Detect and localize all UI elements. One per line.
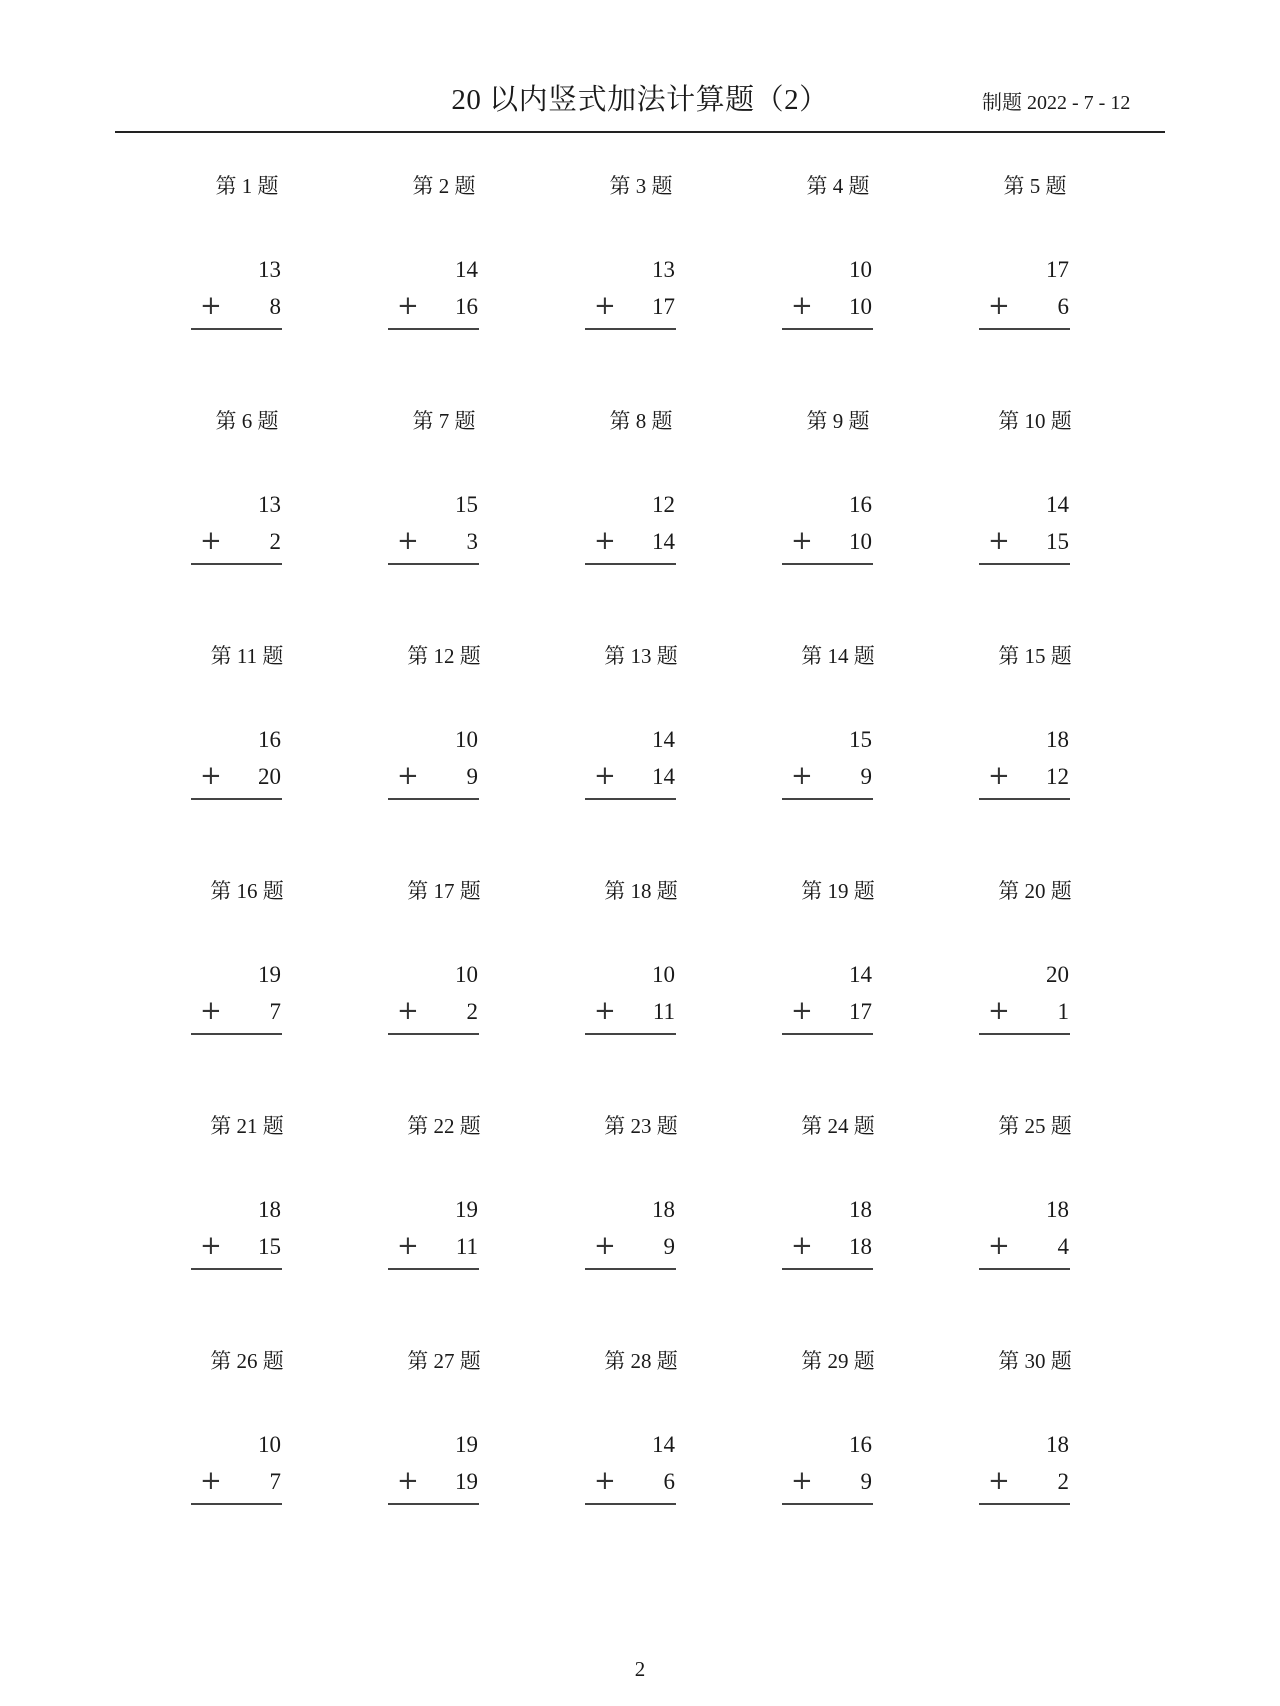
operand-bottom: 9 <box>860 1469 872 1494</box>
header-divider <box>115 131 1165 133</box>
problem-item-14 <box>758 642 918 842</box>
operand-top: 19 <box>455 1197 478 1222</box>
problem-label: 第 19 题 <box>801 879 875 903</box>
plus-operator: + <box>791 1231 813 1261</box>
answer-line <box>782 328 873 330</box>
problem-item-11 <box>167 642 327 842</box>
problem-label: 第 29 题 <box>801 1349 875 1373</box>
problem-item-8 <box>561 407 721 607</box>
operand-bottom: 4 <box>1057 1234 1069 1259</box>
operand-top: 17 <box>1046 257 1069 282</box>
answer-line <box>979 798 1070 800</box>
answer-line <box>782 1503 873 1505</box>
plus-operator: + <box>791 291 813 321</box>
operand-top: 19 <box>258 962 281 987</box>
operand-bottom: 8 <box>269 294 281 319</box>
operand-bottom: 3 <box>466 529 478 554</box>
operand-top: 14 <box>1046 492 1069 517</box>
problem-label: 第 6 题 <box>215 409 279 433</box>
operand-top: 18 <box>652 1197 675 1222</box>
operand-top: 18 <box>1046 727 1069 752</box>
page-title: 20 以内竖式加法计算题（2） <box>451 84 829 116</box>
problem-item-16 <box>167 877 327 1077</box>
answer-line <box>585 1268 676 1270</box>
operand-top: 19 <box>455 1432 478 1457</box>
plus-operator: + <box>594 291 616 321</box>
problem-label: 第 20 题 <box>998 879 1072 903</box>
plus-operator: + <box>200 761 222 791</box>
operand-bottom: 17 <box>652 294 675 319</box>
operand-top: 10 <box>455 962 478 987</box>
answer-line <box>585 1503 676 1505</box>
answer-line <box>191 798 282 800</box>
plus-operator: + <box>988 291 1010 321</box>
problem-label: 第 3 题 <box>609 174 673 198</box>
problem-label: 第 9 题 <box>806 409 870 433</box>
answer-line <box>585 563 676 565</box>
plus-operator: + <box>200 526 222 556</box>
operand-top: 13 <box>258 492 281 517</box>
plus-operator: + <box>397 526 419 556</box>
plus-operator: + <box>791 996 813 1026</box>
operand-bottom: 6 <box>663 1469 675 1494</box>
operand-bottom: 9 <box>860 764 872 789</box>
answer-line <box>388 328 479 330</box>
operand-top: 18 <box>1046 1432 1069 1457</box>
operand-top: 14 <box>849 962 872 987</box>
plus-operator: + <box>988 1466 1010 1496</box>
problem-item-22 <box>364 1112 524 1312</box>
problem-item-10 <box>955 407 1115 607</box>
answer-line <box>979 563 1070 565</box>
problem-label: 第 18 题 <box>604 879 678 903</box>
operand-top: 14 <box>652 1432 675 1457</box>
problem-label: 第 22 题 <box>407 1114 481 1138</box>
operand-top: 16 <box>849 492 872 517</box>
problem-label: 第 24 题 <box>801 1114 875 1138</box>
answer-line <box>191 1503 282 1505</box>
operand-bottom: 14 <box>652 764 675 789</box>
operand-bottom: 17 <box>849 999 872 1024</box>
plus-operator: + <box>397 1231 419 1261</box>
plus-operator: + <box>594 761 616 791</box>
problem-item-19 <box>758 877 918 1077</box>
answer-line <box>782 563 873 565</box>
operand-bottom: 15 <box>1046 529 1069 554</box>
plus-operator: + <box>397 761 419 791</box>
problem-label: 第 21 题 <box>210 1114 284 1138</box>
problem-item-17 <box>364 877 524 1077</box>
operand-top: 14 <box>652 727 675 752</box>
operand-bottom: 11 <box>455 1234 478 1259</box>
operand-bottom: 12 <box>1046 764 1069 789</box>
problem-label: 第 28 题 <box>604 1349 678 1373</box>
page-number: 2 <box>634 1657 646 1681</box>
problem-item-3 <box>561 172 721 372</box>
operand-bottom: 2 <box>1057 1469 1069 1494</box>
plus-operator: + <box>791 526 813 556</box>
operand-bottom: 2 <box>466 999 478 1024</box>
problem-item-30 <box>955 1347 1115 1547</box>
problem-label: 第 16 题 <box>210 879 284 903</box>
operand-bottom: 15 <box>258 1234 281 1259</box>
plus-operator: + <box>791 1466 813 1496</box>
problem-label: 第 14 题 <box>801 644 875 668</box>
answer-line <box>585 328 676 330</box>
answer-line <box>388 798 479 800</box>
problem-label: 第 12 题 <box>407 644 481 668</box>
problem-item-25 <box>955 1112 1115 1312</box>
operand-top: 16 <box>849 1432 872 1457</box>
problem-item-28 <box>561 1347 721 1547</box>
operand-bottom: 10 <box>849 294 872 319</box>
operand-top: 10 <box>258 1432 281 1457</box>
operand-top: 16 <box>258 727 281 752</box>
operand-top: 10 <box>455 727 478 752</box>
operand-bottom: 7 <box>269 1469 281 1494</box>
answer-line <box>782 798 873 800</box>
operand-bottom: 9 <box>663 1234 675 1259</box>
problem-label: 第 8 题 <box>609 409 673 433</box>
problem-item-15 <box>955 642 1115 842</box>
problem-label: 第 4 题 <box>806 174 870 198</box>
operand-top: 10 <box>652 962 675 987</box>
plus-operator: + <box>397 1466 419 1496</box>
operand-top: 15 <box>455 492 478 517</box>
problem-label: 第 10 题 <box>998 409 1072 433</box>
operand-bottom: 14 <box>652 529 675 554</box>
problem-item-18 <box>561 877 721 1077</box>
plus-operator: + <box>594 526 616 556</box>
operand-top: 20 <box>1046 962 1069 987</box>
problem-label: 第 11 题 <box>210 644 284 668</box>
answer-line <box>388 1503 479 1505</box>
problem-label: 第 30 题 <box>998 1349 1072 1373</box>
operand-top: 13 <box>258 257 281 282</box>
answer-line <box>782 1268 873 1270</box>
plus-operator: + <box>397 996 419 1026</box>
problem-item-1 <box>167 172 327 372</box>
plus-operator: + <box>791 761 813 791</box>
operand-bottom: 19 <box>455 1469 478 1494</box>
problem-label: 第 1 题 <box>215 174 279 198</box>
answer-line <box>979 328 1070 330</box>
answer-line <box>191 328 282 330</box>
problem-item-7 <box>364 407 524 607</box>
operand-top: 14 <box>455 257 478 282</box>
answer-line <box>585 1033 676 1035</box>
problem-item-2 <box>364 172 524 372</box>
answer-line <box>979 1503 1070 1505</box>
operand-bottom: 9 <box>466 764 478 789</box>
problem-item-23 <box>561 1112 721 1312</box>
operand-bottom: 10 <box>849 529 872 554</box>
plus-operator: + <box>988 1231 1010 1261</box>
answer-line <box>388 1033 479 1035</box>
problem-label: 第 7 题 <box>412 409 476 433</box>
operand-bottom: 18 <box>849 1234 872 1259</box>
answer-line <box>782 1033 873 1035</box>
problem-label: 第 23 题 <box>604 1114 678 1138</box>
problem-item-20 <box>955 877 1115 1077</box>
answer-line <box>585 798 676 800</box>
answer-line <box>979 1033 1070 1035</box>
operand-bottom: 20 <box>258 764 281 789</box>
operand-top: 18 <box>258 1197 281 1222</box>
problem-label: 第 13 题 <box>604 644 678 668</box>
answer-line <box>979 1268 1070 1270</box>
problem-label: 第 25 题 <box>998 1114 1072 1138</box>
problem-item-4 <box>758 172 918 372</box>
operand-top: 18 <box>849 1197 872 1222</box>
operand-bottom: 11 <box>652 999 675 1024</box>
operand-bottom: 1 <box>1057 999 1069 1024</box>
operand-bottom: 6 <box>1057 294 1069 319</box>
answer-line <box>388 1268 479 1270</box>
problem-item-6 <box>167 407 327 607</box>
operand-top: 12 <box>652 492 675 517</box>
operand-bottom: 16 <box>455 294 478 319</box>
answer-line <box>191 1268 282 1270</box>
plus-operator: + <box>988 761 1010 791</box>
problem-item-9 <box>758 407 918 607</box>
plus-operator: + <box>200 1466 222 1496</box>
problem-label: 第 2 题 <box>412 174 476 198</box>
problem-label: 第 5 题 <box>1003 174 1067 198</box>
plus-operator: + <box>397 291 419 321</box>
plus-operator: + <box>988 526 1010 556</box>
answer-line <box>388 563 479 565</box>
answer-line <box>191 563 282 565</box>
problem-item-26 <box>167 1347 327 1547</box>
problem-label: 第 26 题 <box>210 1349 284 1373</box>
problem-item-5 <box>955 172 1115 372</box>
operand-bottom: 2 <box>269 529 281 554</box>
problem-item-24 <box>758 1112 918 1312</box>
plus-operator: + <box>594 1231 616 1261</box>
plus-operator: + <box>594 1466 616 1496</box>
operand-top: 13 <box>652 257 675 282</box>
problem-item-27 <box>364 1347 524 1547</box>
problem-item-29 <box>758 1347 918 1547</box>
problem-item-13 <box>561 642 721 842</box>
plus-operator: + <box>200 1231 222 1261</box>
problem-label: 第 17 题 <box>407 879 481 903</box>
plus-operator: + <box>200 996 222 1026</box>
date-label: 制题 2022 - 7 - 12 <box>982 92 1131 114</box>
problem-label: 第 15 题 <box>998 644 1072 668</box>
operand-bottom: 7 <box>269 999 281 1024</box>
operand-top: 10 <box>849 257 872 282</box>
operand-top: 18 <box>1046 1197 1069 1222</box>
problem-item-21 <box>167 1112 327 1312</box>
problem-item-12 <box>364 642 524 842</box>
operand-top: 15 <box>849 727 872 752</box>
plus-operator: + <box>200 291 222 321</box>
answer-line <box>191 1033 282 1035</box>
plus-operator: + <box>988 996 1010 1026</box>
problem-label: 第 27 题 <box>407 1349 481 1373</box>
plus-operator: + <box>594 996 616 1026</box>
